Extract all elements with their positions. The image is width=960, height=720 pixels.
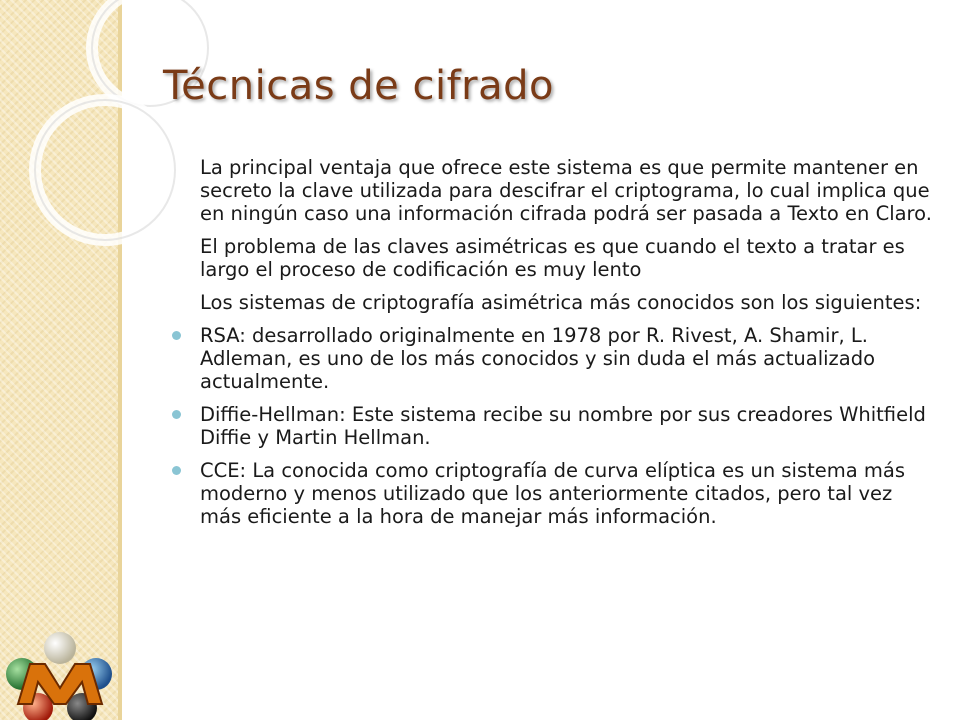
list-item-rsa [164,324,934,393]
paragraph-3: Los sistemas de criptografía asimétrica más conocidos son los siguientes: [200,291,922,314]
paragraph-2: El problema de las claves asimétricas es que cuando el texto a tratar es largo el proceso de codificación es muy lento [200,235,905,281]
bullet-icon [172,410,181,419]
page-title: Técnicas de cifrado [163,63,554,109]
list-item-diffie-hellman [164,403,934,449]
list-item-cce [164,459,934,528]
slide-body [164,156,934,538]
magic-logo-icon [0,630,120,720]
list-item-text: Diffie-Hellman: Este sistema recibe su nombre por sus creadores Whitfield Diffie y Martin Hellman. [200,403,926,449]
bullet-icon [172,331,181,340]
bullet-icon [172,466,181,475]
list-item-text: CCE: La conocida como criptografía de curva elíptica es un sistema más moderno y menos utilizado que los anteriormente citados, pero tal vez más eficiente a la hora de manejar más información. [200,459,905,528]
paragraph-1: La principal ventaja que ofrece este sistema es que permite mantener en secreto la clave utilizada para descifrar el criptograma, lo cual implica que en ningún caso una información cifrada podrá ser pasada a Texto en Claro. [200,156,932,225]
list-item-text: RSA: desarrollado originalmente en 1978 por R. Rivest, A. Shamir, L. Adleman, es uno de los más conocidos y sin duda el más actualizado actualmente. [200,324,876,393]
